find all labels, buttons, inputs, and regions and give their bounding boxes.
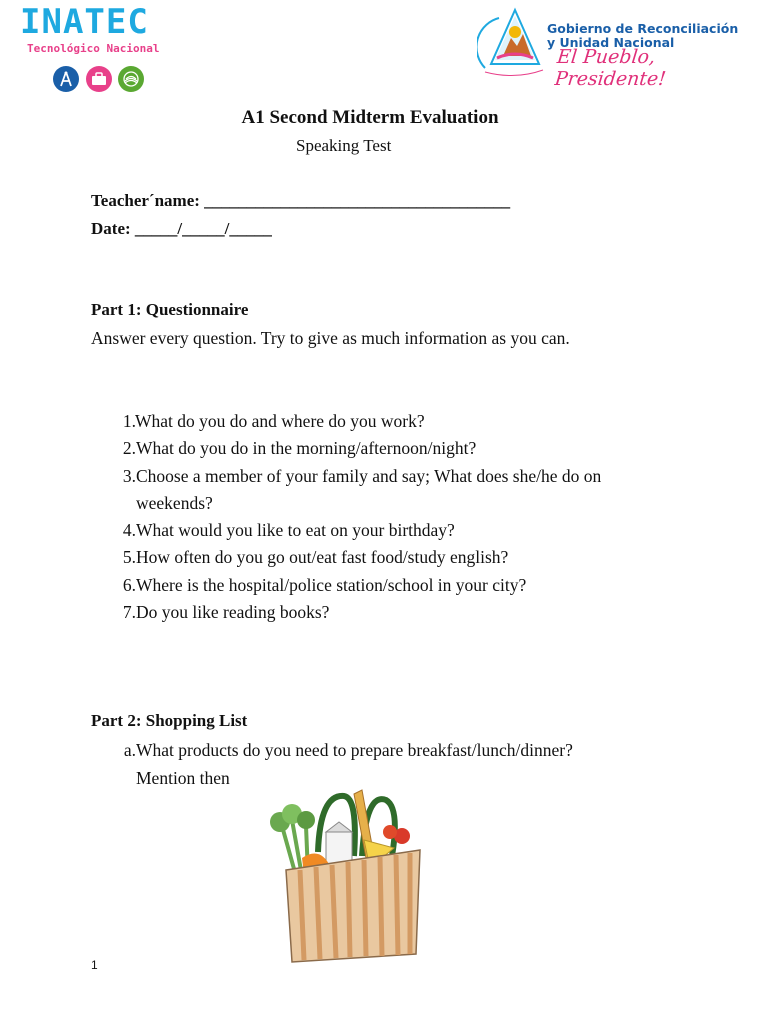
shopping-list [112,736,712,792]
part1-heading: Part 1: Questionnaire [91,300,249,319]
agriculture-icon [118,66,144,92]
question-text: Choose a member of your family and say; What does she/he do on [136,465,602,486]
list-item [112,517,712,544]
item-text: What products do you need to prepare breakfast/lunch/dinner? [136,740,573,760]
page-number: 1 [91,958,98,972]
list-item [112,435,712,462]
document-subtitle: Speaking Test [296,136,392,155]
question-text: What do you do and where do you work? [135,411,425,431]
question-text: weekends? [136,492,213,513]
list-number: 7. [122,602,136,623]
question-text: What do you do in the morning/afternoon/night? [136,438,477,459]
list-item [112,408,712,435]
list-item [112,463,712,490]
part2-heading: Part 2: Shopping List [91,711,248,730]
list-number: 5. [122,547,136,568]
list-number: 3. [122,465,136,486]
list-number: 2. [122,438,136,459]
compass-icon [53,66,79,92]
question-text: Do you like reading books? [136,602,330,623]
question-text: Where is the hospital/police station/school in your city? [136,574,527,595]
government-name-line1: Gobierno de Reconciliación [547,21,739,36]
list-item [112,599,712,626]
teacher-name-field: Teacher´name: ____________________________________ [91,191,511,210]
list-item [112,736,712,764]
inatec-logo: INATEC [20,2,149,42]
list-number: 4. [122,520,136,541]
list-item [112,572,712,599]
list-item [112,544,712,571]
question-text: How often do you go out/eat fast food/study english? [136,547,509,568]
briefcase-icon [86,66,112,92]
questionnaire-list [112,408,712,626]
list-number: 1. [122,411,136,431]
government-name-line2: y Unidad Nacional [547,35,675,50]
document-title: A1 Second Midterm Evaluation [241,107,499,128]
question-text: What would you like to eat on your birthday? [136,520,455,541]
inatec-subtitle: Tecnológico Nacional [27,42,160,55]
part1-instruction: Answer every question. Try to give as much information as you can. [91,328,570,348]
list-item-continuation [112,490,712,517]
item-text: Mention then [136,768,230,788]
list-letter: a. [123,740,136,760]
government-slogan: El Pueblo, Presidente! [553,46,668,90]
list-number: 6. [122,574,136,595]
grocery-bag-image [262,786,424,966]
government-emblem [477,6,547,80]
date-field: Date: _____/_____/_____ [91,219,272,238]
